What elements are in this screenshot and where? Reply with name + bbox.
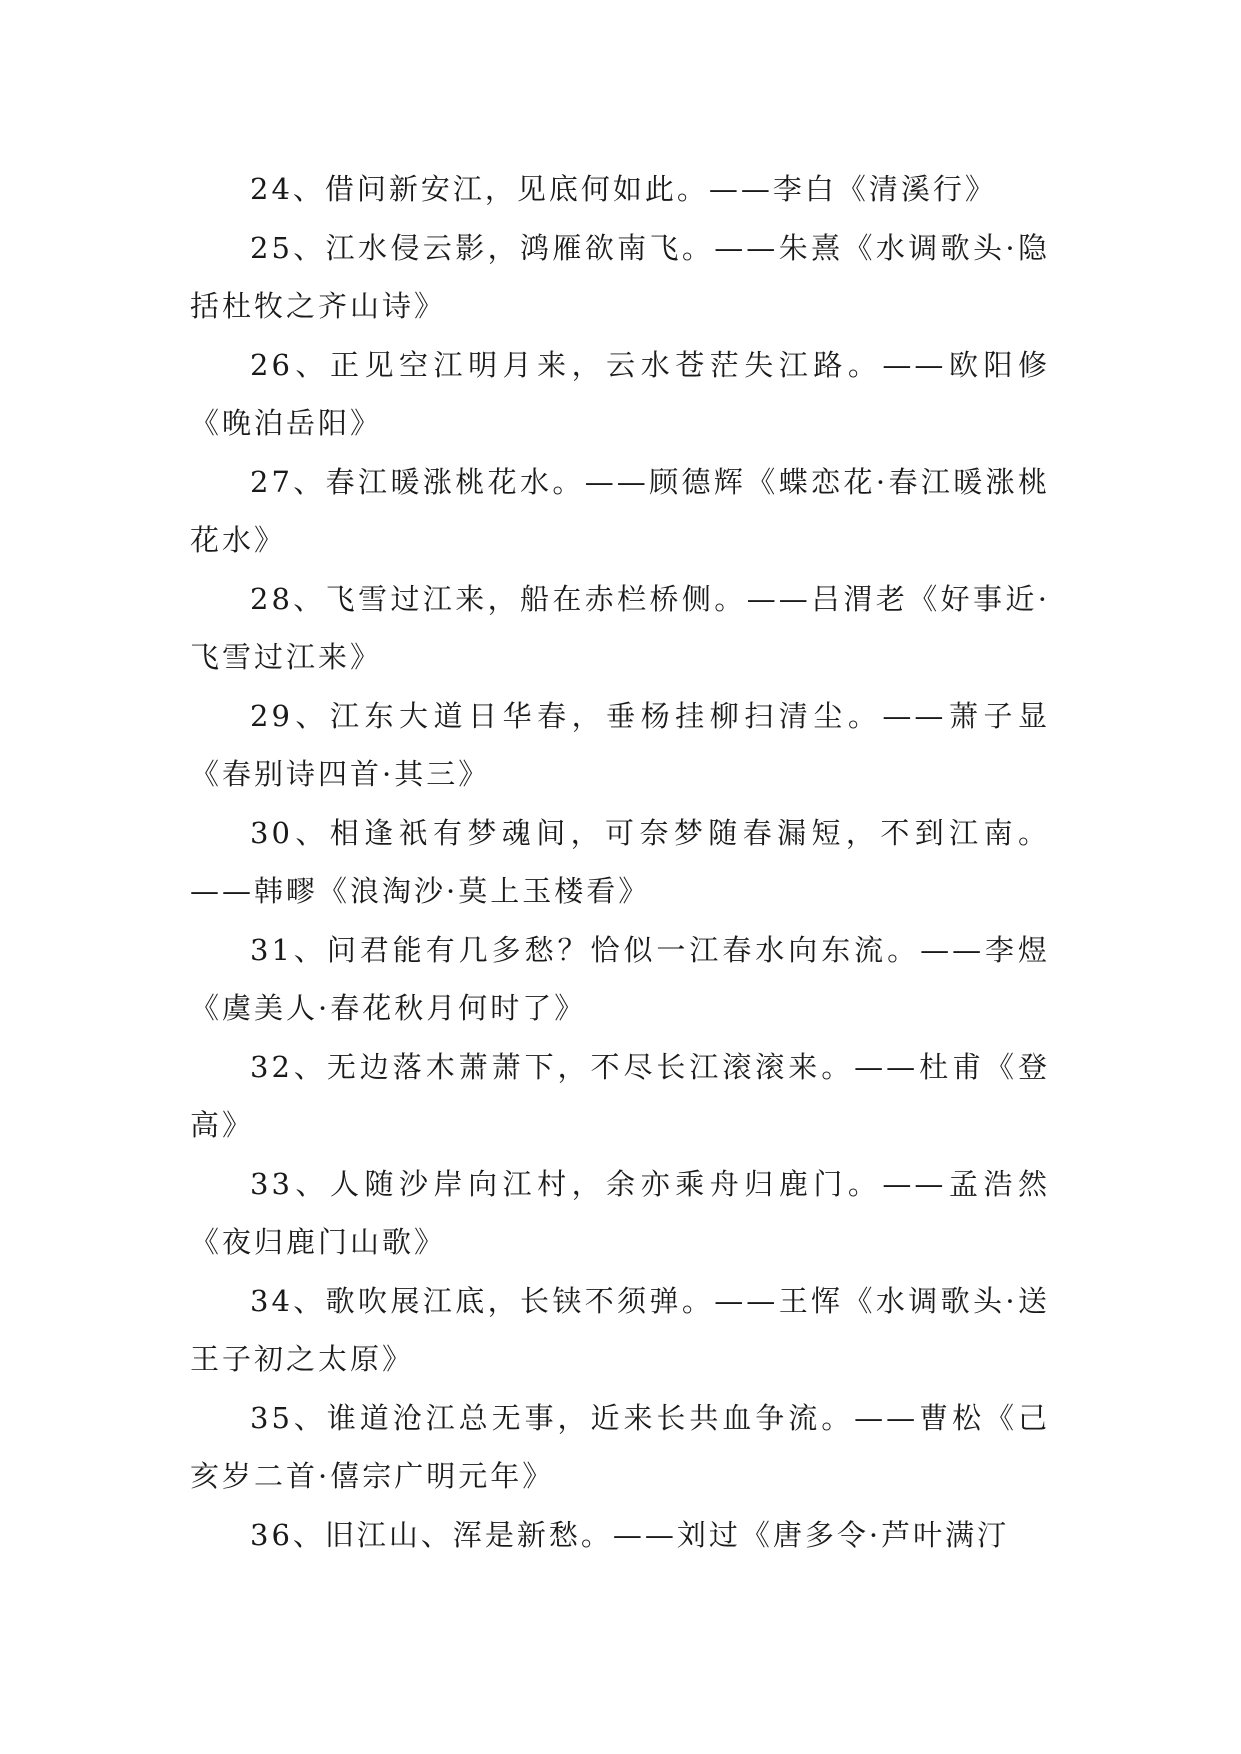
- poem-line-26: 26、正见空江明月来，云水苍茫失江路。——欧阳修《晚泊岳阳》: [190, 347, 1050, 440]
- poem-line-28: 28、飞雪过江来，船在赤栏桥侧。——吕渭老《好事近·飞雪过江来》: [190, 581, 1050, 674]
- poem-line-30: 30、相逢祇有梦魂间，可奈梦随春漏短，不到江南。——韩疁《浪淘沙·莫上玉楼看》: [190, 815, 1050, 908]
- poem-line-24: 24、借问新安江，见底何如此。——李白《清溪行》: [250, 172, 997, 206]
- poem-line-36: 36、旧江山、浑是新愁。——刘过《唐多令·芦叶满汀: [250, 1517, 1010, 1552]
- poem-line-25: 25、江水侵云影，鸿雁欲南飞。——朱熹《水调歌头·隐括杜牧之齐山诗》: [190, 230, 1050, 323]
- poem-list: [190, 160, 1050, 1564]
- poem-line-35: 35、谁道沧江总无事，近来长共血争流。——曹松《己亥岁二首·僖宗广明元年》: [190, 1400, 1050, 1493]
- poem-line-29: 29、江东大道日华春，垂杨挂柳扫清尘。——萧子显《春别诗四首·其三》: [190, 698, 1050, 791]
- poem-line-33: 33、人随沙岸向江村，余亦乘舟归鹿门。——孟浩然《夜归鹿门山歌》: [190, 1166, 1050, 1259]
- poem-line-27: 27、春江暖涨桃花水。——顾德辉《蝶恋花·春江暖涨桃花水》: [190, 464, 1050, 557]
- poem-line-34: 34、歌吹展江底，长铗不须弹。——王恽《水调歌头·送王子初之太原》: [190, 1283, 1050, 1376]
- poem-line-32: 32、无边落木萧萧下，不尽长江滚滚来。——杜甫《登高》: [190, 1049, 1050, 1142]
- poem-line-31: 31、问君能有几多愁？恰似一江春水向东流。——李煜《虞美人·春花秋月何时了》: [190, 932, 1050, 1025]
